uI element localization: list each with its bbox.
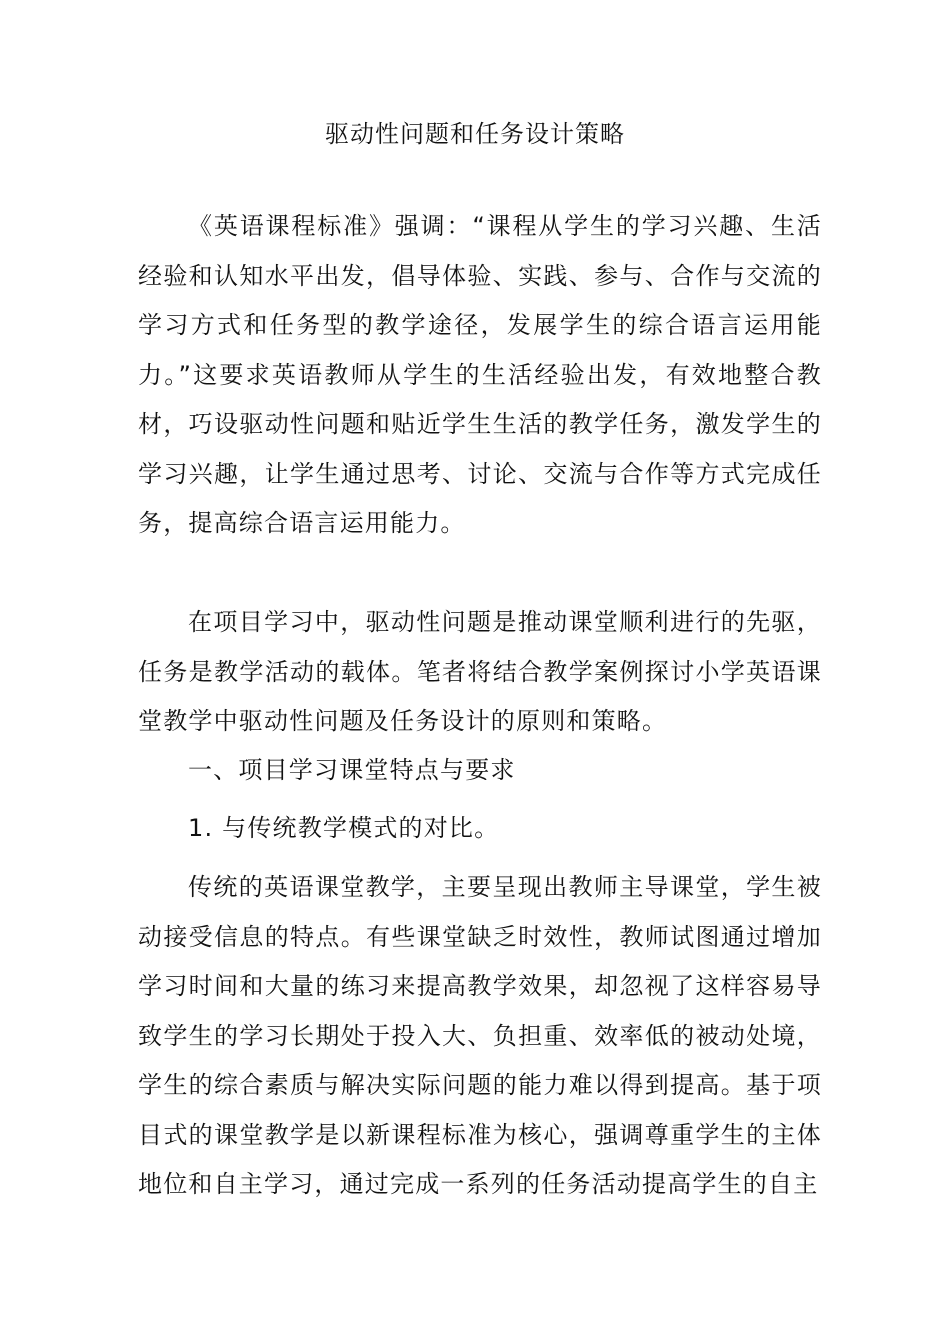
paragraph-traditional-teaching: 传统的英语课堂教学，主要呈现出教师主导课堂，学生被动接受信息的特点。有些课堂缺乏时效性，教师试图通过增加学习时间和大量的练习来提高教学效果，却忽视了这样容易导致学生的学习长期处于投入大、负担重、效率低的被动处境，学生的综合素质与解决实际问题的能力难以得到提高。基于项目式的课堂教学是以新课程标准为核心，强调尊重学生的主体地位和自主学习，通过完成一系列的任务活动提高学生的自主: [138, 873, 822, 1198]
paragraph-project-learning: 在项目学习中，驱动性问题是推动课堂顺利进行的先驱，任务是教学活动的载体。笔者将结合教学案例探讨小学英语课堂教学中驱动性问题及任务设计的原则和策略。: [138, 608, 822, 735]
subsection-heading-1: 1. 与传统教学模式的对比。: [188, 814, 500, 842]
paragraph-curriculum-standard: 《英语课程标准》强调：“课程从学生的学习兴趣、生活经验和认知水平出发，倡导体验、实践、参与、合作与交流的学习方式和任务型的教学途径，发展学生的综合语言运用能力。”这要求英语教师从学生的生活经验出发，有效地整合教材，巧设驱动性问题和贴近学生生活的教学任务，激发学生的学习兴趣，让学生通过思考、讨论、交流与合作等方式完成任务，提高综合语言运用能力。: [138, 212, 822, 537]
document-title: 驱动性问题和任务设计策略: [325, 120, 625, 148]
section-heading-1: 一、项目学习课堂特点与要求: [188, 756, 516, 784]
